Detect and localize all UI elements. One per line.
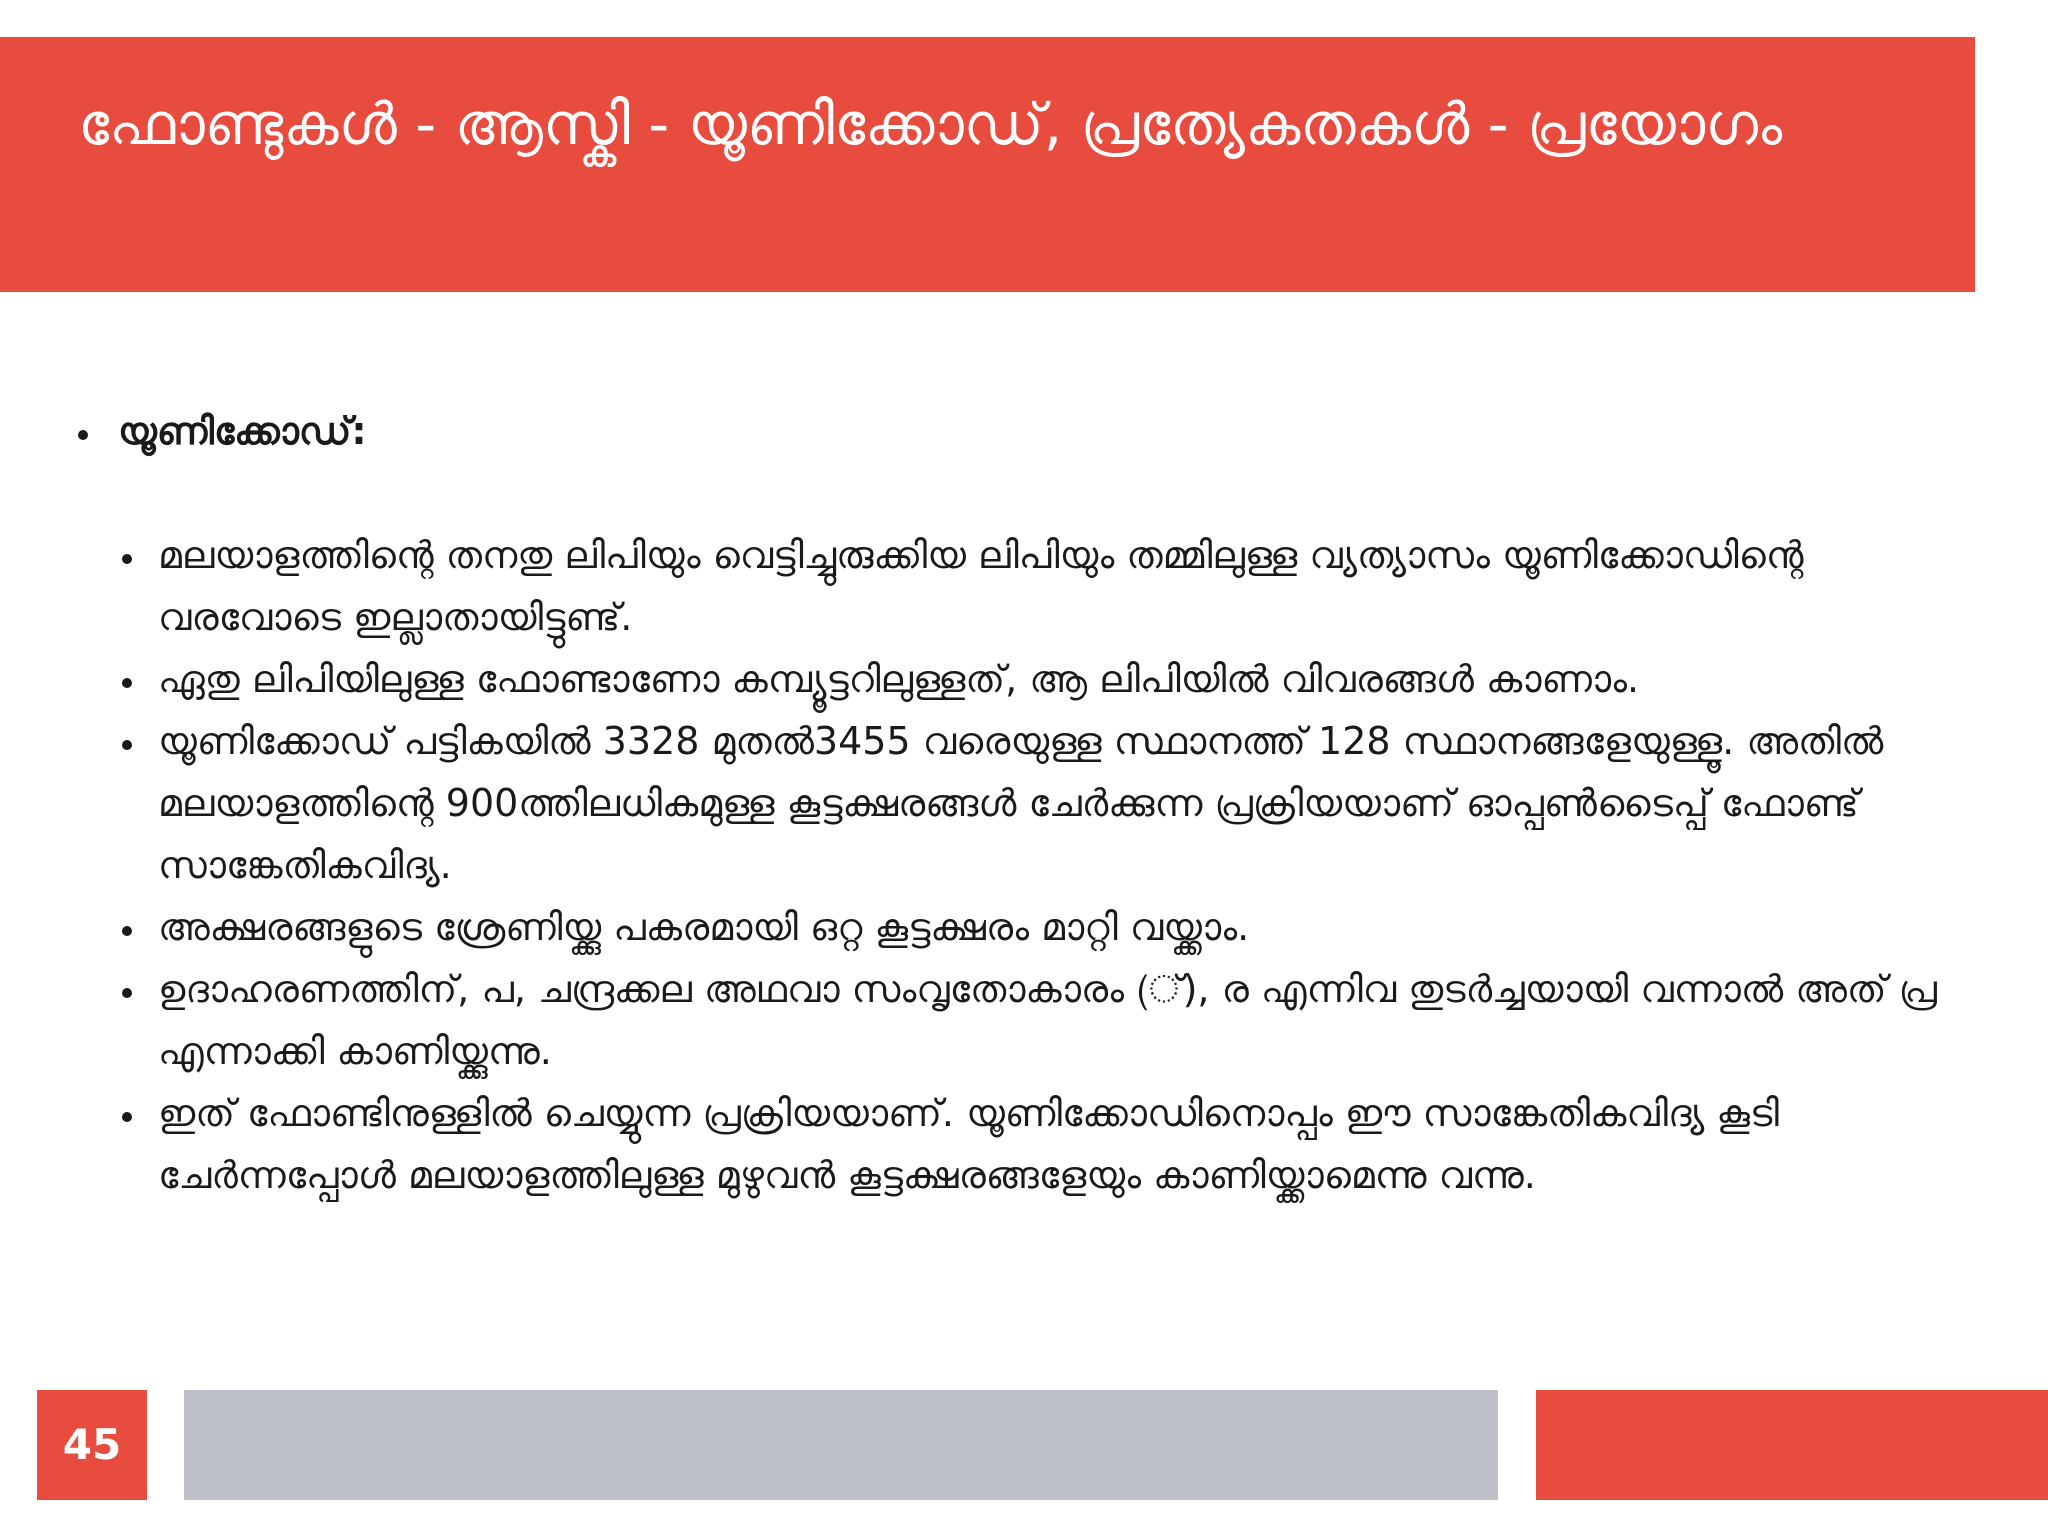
slide-content — [70, 400, 1970, 1206]
bullet-heading — [70, 400, 1970, 462]
bullet-dot-icon — [122, 926, 132, 936]
list-item-text: ഇത് ഫോണ്ടിനുള്ളിൽ ചെയ്യുന്ന പ്രക്രിയയാണ്. യൂണിക്കോഡിനൊപ്പം ഈ സാങ്കേതികവിദ്യ കൂടി ചേർന്നപ്പോൾ മലയാളത്തിലുള്ള മുഴുവൻ കൂട്ടക്ഷരങ്ങളേയും കാണിയ്ക്കാമെന്നു വന്നു. — [158, 1091, 1780, 1197]
list-item-text: യൂണിക്കോഡ് പട്ടികയിൽ 3328 മുതൽ3455 വരെയുള്ള സ്ഥാനത്ത് 128 സ്ഥാനങ്ങളേയുള്ളൂ. അതിൽ മലയാളത്തിന്റെ 900ത്തിലധികമുള്ള കൂട്ടക്ഷരങ്ങൾ ചേർക്കുന്ന പ്രക്രിയയാണ് ഓപ്പൺടൈപ്പ് ഫോണ്ട് സാങ്കേതികവിദ്യ. — [158, 719, 1884, 887]
page-number: 45 — [37, 1390, 147, 1500]
list-item — [114, 524, 1970, 648]
footer-red-bar — [1536, 1390, 2048, 1500]
bullet-dot-icon — [122, 554, 132, 564]
bullet-dot-icon — [122, 678, 132, 688]
list-item — [114, 1082, 1970, 1206]
bullet-dot-icon — [122, 740, 132, 750]
list-item-text: ഏതു ലിപിയിലുള്ള ഫോണ്ടാണോ കമ്പ്യൂട്ടറിലുള്ളത്, ആ ലിപിയിൽ വിവരങ്ങൾ കാണാം. — [158, 657, 1640, 701]
sub-bullet-list — [70, 524, 1970, 1206]
slide-title: ഫോണ്ടുകൾ - ആസ്കി - യൂണിക്കോഡ്, പ്രത്യേകതകൾ - പ്രയോഗം — [78, 90, 1783, 158]
list-item-text: ഉദാഹരണത്തിന്, പ, ചന്ദ്രക്കല അഥവാ സംവൃതോകാരം (്), ര എന്നിവ തുടർച്ചയായി വന്നാൽ അത് പ്ര എന്നാക്കി കാണിയ്ക്കുന്നു. — [158, 967, 1937, 1073]
bullet-dot-icon — [122, 988, 132, 998]
list-item — [114, 896, 1970, 958]
list-item-text: മലയാളത്തിന്റെ തനതു ലിപിയും വെട്ടിച്ചുരുക്കിയ ലിപിയും തമ്മിലുള്ള വ്യത്യാസം യൂണിക്കോഡിന്റെ വരവോടെ ഇല്ലാതായിട്ടുണ്ട്. — [158, 533, 1804, 639]
list-item — [114, 648, 1970, 710]
list-item — [114, 958, 1970, 1082]
bullet-dot-icon — [78, 430, 88, 440]
list-item — [114, 710, 1970, 896]
title-bar — [0, 37, 1975, 292]
bullet-dot-icon — [122, 1112, 132, 1122]
footer-gray-bar — [184, 1390, 1498, 1500]
list-item-text: അക്ഷരങ്ങളുടെ ശ്രേണിയ്ക്കു പകരമായി ഒറ്റ കൂട്ടക്ഷരം മാറ്റി വയ്ക്കാം. — [158, 905, 1250, 949]
bullet-heading-text: യൂണിക്കോഡ്: — [118, 409, 367, 453]
